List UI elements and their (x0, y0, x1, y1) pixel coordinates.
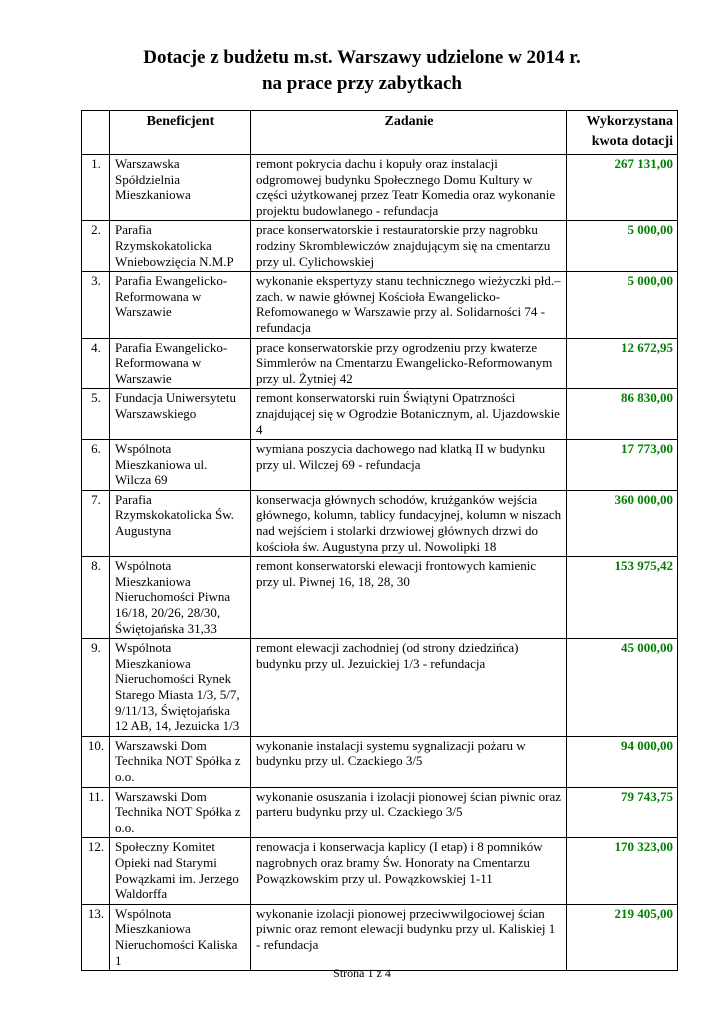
page-number: Strona 1 z 4 (333, 966, 391, 980)
table-row (82, 904, 678, 970)
row-task: wymiana poszycia dachowego nad klatką II w budynku przy ul. Wilczej 69 - refundacja (251, 440, 567, 491)
row-task: remont pokrycia dachu i kopuły oraz instalacji odgromowej budynku Społecznego Domu Kultury w części użytkowanej przez Teatr Komedia oraz wykonanie projektu budowlanego - refundacja (251, 155, 567, 221)
row-task: wykonanie instalacji systemu sygnalizacji pożaru w budynku przy ul. Czackiego 3/5 (251, 736, 567, 787)
row-number: 12. (82, 838, 110, 904)
row-amount: 153 975,42 (567, 557, 678, 639)
row-task: wykonanie ekspertyzy stanu technicznego wieżyczki płd.–zach. w nawie głównej Kościoła Ewangelicko-Refomowanego w Warszawie przy al. Solidarności 74 - refundacja (251, 272, 567, 338)
row-amount: 5 000,00 (567, 272, 678, 338)
row-task: remont elewacji zachodniej (od strony dziedzińca) budynku przy ul. Jezuickiej 1/3 - refundacja (251, 639, 567, 737)
row-beneficiary: Warszawski Dom Technika NOT Spółka z o.o. (110, 787, 251, 838)
row-amount: 360 000,00 (567, 490, 678, 556)
table-row (82, 838, 678, 904)
row-amount: 45 000,00 (567, 639, 678, 737)
header-task: Zadanie (251, 111, 567, 155)
row-beneficiary: Wspólnota Mieszkaniowa Nieruchomości Rynek Starego Miasta 1/3, 5/7, 9/11/13, Świętojańska 12 AB, 14, Jezuicka 1/3 (110, 639, 251, 737)
row-task: wykonanie izolacji pionowej przeciwwilgociowej ścian piwnic oraz remont elewacji budynku przy ul. Kaliskiej 1 - refundacja (251, 904, 567, 970)
row-task: prace konserwatorskie i restauratorskie przy nagrobku rodziny Skromblewiczów znajdującym się na cmentarzu przy ul. Cylichowskiej (251, 221, 567, 272)
row-number: 7. (82, 490, 110, 556)
table-row (82, 736, 678, 787)
row-number: 13. (82, 904, 110, 970)
row-number: 1. (82, 155, 110, 221)
table-row (82, 338, 678, 389)
table-row (82, 389, 678, 440)
table-header-row (82, 111, 678, 155)
table-row (82, 787, 678, 838)
row-task: konserwacja głównych schodów, krużganków wejścia głównego, kolumn, tablicy fundacyjnej, kolumn w niszach nad wejściem i stolarki drzwiowej głównych drzwi do kościoła św. Augustyna przy ul. Nowolipki 18 (251, 490, 567, 556)
row-beneficiary: Warszawska Spółdzielnia Mieszkaniowa (110, 155, 251, 221)
header-beneficiary: Beneficjent (110, 111, 251, 155)
table-row (82, 639, 678, 737)
row-beneficiary: Warszawski Dom Technika NOT Spółka z o.o. (110, 736, 251, 787)
table-row (82, 557, 678, 639)
row-task: remont konserwatorski elewacji frontowych kamienic przy ul. Piwnej 16, 18, 28, 30 (251, 557, 567, 639)
row-amount: 79 743,75 (567, 787, 678, 838)
row-number: 8. (82, 557, 110, 639)
row-task: renowacja i konserwacja kaplicy (I etap) i 8 pomników nagrobnych oraz bramy Św. Honoraty na Cmentarzu Powązkowskim przy ul. Powązkowskiej 1-11 (251, 838, 567, 904)
grants-table (81, 110, 678, 971)
row-amount: 17 773,00 (567, 440, 678, 491)
row-task: remont konserwatorski ruin Świątyni Opatrzności znajdującej się w Ogrodzie Botanicznym, al. Ujazdowskie 4 (251, 389, 567, 440)
header-amount: Wykorzystana kwota dotacji (567, 111, 678, 155)
row-beneficiary: Parafia Rzymskokatolicka Wniebowzięcia N.M.P (110, 221, 251, 272)
row-amount: 12 672,95 (567, 338, 678, 389)
row-beneficiary: Społeczny Komitet Opieki nad Starymi Powązkami im. Jerzego Waldorffa (110, 838, 251, 904)
row-amount: 170 323,00 (567, 838, 678, 904)
row-amount: 86 830,00 (567, 389, 678, 440)
header-number (82, 111, 110, 155)
row-amount: 5 000,00 (567, 221, 678, 272)
row-task: prace konserwatorskie przy ogrodzeniu przy kwaterze Simmlerów na Cmentarzu Ewangelicko-Reformowanym przy ul. Żytniej 42 (251, 338, 567, 389)
row-amount: 94 000,00 (567, 736, 678, 787)
row-number: 3. (82, 272, 110, 338)
row-beneficiary: Parafia Ewangelicko-Reformowana w Warszawie (110, 338, 251, 389)
table-row (82, 221, 678, 272)
row-beneficiary: Wspólnota Mieszkaniowa Nieruchomości Piwna 16/18, 20/26, 28/30, Świętojańska 31,33 (110, 557, 251, 639)
document-title-line-2: na prace przy zabytkach (261, 73, 462, 94)
row-number: 11. (82, 787, 110, 838)
row-number: 5. (82, 389, 110, 440)
row-number: 4. (82, 338, 110, 389)
document-title-line-1: Dotacje z budżetu m.st. Warszawy udzielone w 2014 r. (143, 47, 581, 68)
table-row (82, 440, 678, 491)
table-row (82, 155, 678, 221)
row-number: 9. (82, 639, 110, 737)
row-beneficiary: Parafia Ewangelicko-Reformowana w Warszawie (110, 272, 251, 338)
row-amount: 267 131,00 (567, 155, 678, 221)
row-beneficiary: Fundacja Uniwersytetu Warszawskiego (110, 389, 251, 440)
row-beneficiary: Parafia Rzymskokatolicka Św. Augustyna (110, 490, 251, 556)
row-beneficiary: Wspólnota Mieszkaniowa ul. Wilcza 69 (110, 440, 251, 491)
row-task: wykonanie osuszania i izolacji pionowej ścian piwnic oraz parteru budynku przy ul. Czackiego 3/5 (251, 787, 567, 838)
row-number: 6. (82, 440, 110, 491)
row-amount: 219 405,00 (567, 904, 678, 970)
row-number: 2. (82, 221, 110, 272)
table-row (82, 272, 678, 338)
row-beneficiary: Wspólnota Mieszkaniowa Nieruchomości Kaliska 1 (110, 904, 251, 970)
row-number: 10. (82, 736, 110, 787)
table-row (82, 490, 678, 556)
